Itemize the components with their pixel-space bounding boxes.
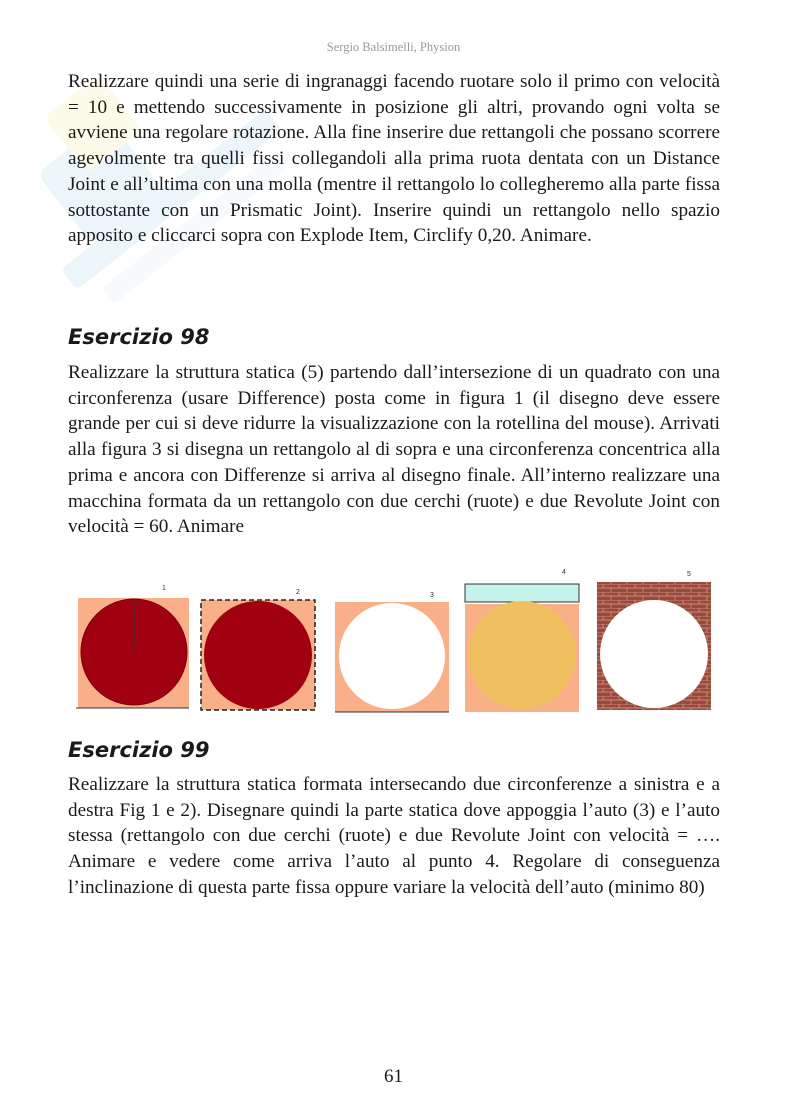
figure-2-label: 2	[296, 589, 300, 596]
figure-3	[333, 568, 451, 714]
figure-4-label: 4	[562, 569, 566, 576]
square-with-top-rectangle-icon	[463, 568, 583, 714]
figure-5	[595, 568, 715, 714]
intro-paragraph: Realizzare quindi una serie di ingranaggi facendo ruotare solo il primo con velocità = 10 e mettendo successivamente in posizione gli altri, provando ogni volta se avviene una regolare rotazione. Alla fine inserire due rettangoli che possano scorrere agevolmente tra quelli fissi collegandoli alla prima ruota dentata con un Distance Joint e all’ultima con una molla (mentre il rettangolo lo collegheremo alla parte fissa sottostante con un Prismatic Joint). Inserire quindi un rettangolo nello spazio apposito e cliccarci sopra con Explode Item, Circlify 0,20. Animare.	[68, 71, 720, 247]
square-with-white-circle-icon	[333, 568, 451, 714]
square-with-circle-and-line-icon	[76, 568, 191, 710]
figure-3-label: 3	[430, 592, 434, 599]
figure-1	[76, 568, 191, 710]
figure-4	[463, 568, 583, 714]
figure-2	[199, 568, 319, 713]
exercise-99-text: Realizzare la struttura statica formata intersecando due circonferenze a sinistra e a destra Fig 1 e 2). Disegnare quindi la parte statica dove appoggia l’auto (3) e l’auto stessa (rettangolo con due cerchi (ruote) e due Revolute Joint con velocità = …. Animare e vedere come arriva l’auto al punto 4. Regolare di conseguenza l’inclinazione di questa parte fissa oppure variare la velocità dell’auto (minimo 80)	[68, 774, 720, 898]
brick-square-with-hole-icon	[595, 568, 715, 714]
dashed-square-with-circle-icon	[199, 568, 319, 713]
figure-1-label: 1	[162, 585, 166, 592]
page-number: 61	[384, 1066, 403, 1087]
exercise-99-title: Esercizio 99	[68, 738, 210, 762]
running-head: Sergio Balsimelli, Physion	[326, 40, 461, 54]
figure-5-label: 5	[687, 571, 691, 578]
exercise-98-text: Realizzare la struttura statica (5) partendo dall’intersezione di un quadrato con una circonferenza (usare Difference) posta come in figura 1 (il disegno deve essere grande per cui si deve ridurre la visualizzazione con la rotellina del mouse). Arrivati alla figura 3 si disegna un rettangolo al di sopra e una circonferenza concentrica alla prima e ancora con Differenze si arriva al disegno finale. All’interno realizzare una macchina formata da un rettangolo con due cerchi (ruote) e due Revolute Joint con velocità = 60. Animare	[68, 362, 720, 538]
exercise-98-title: Esercizio 98	[68, 325, 210, 349]
